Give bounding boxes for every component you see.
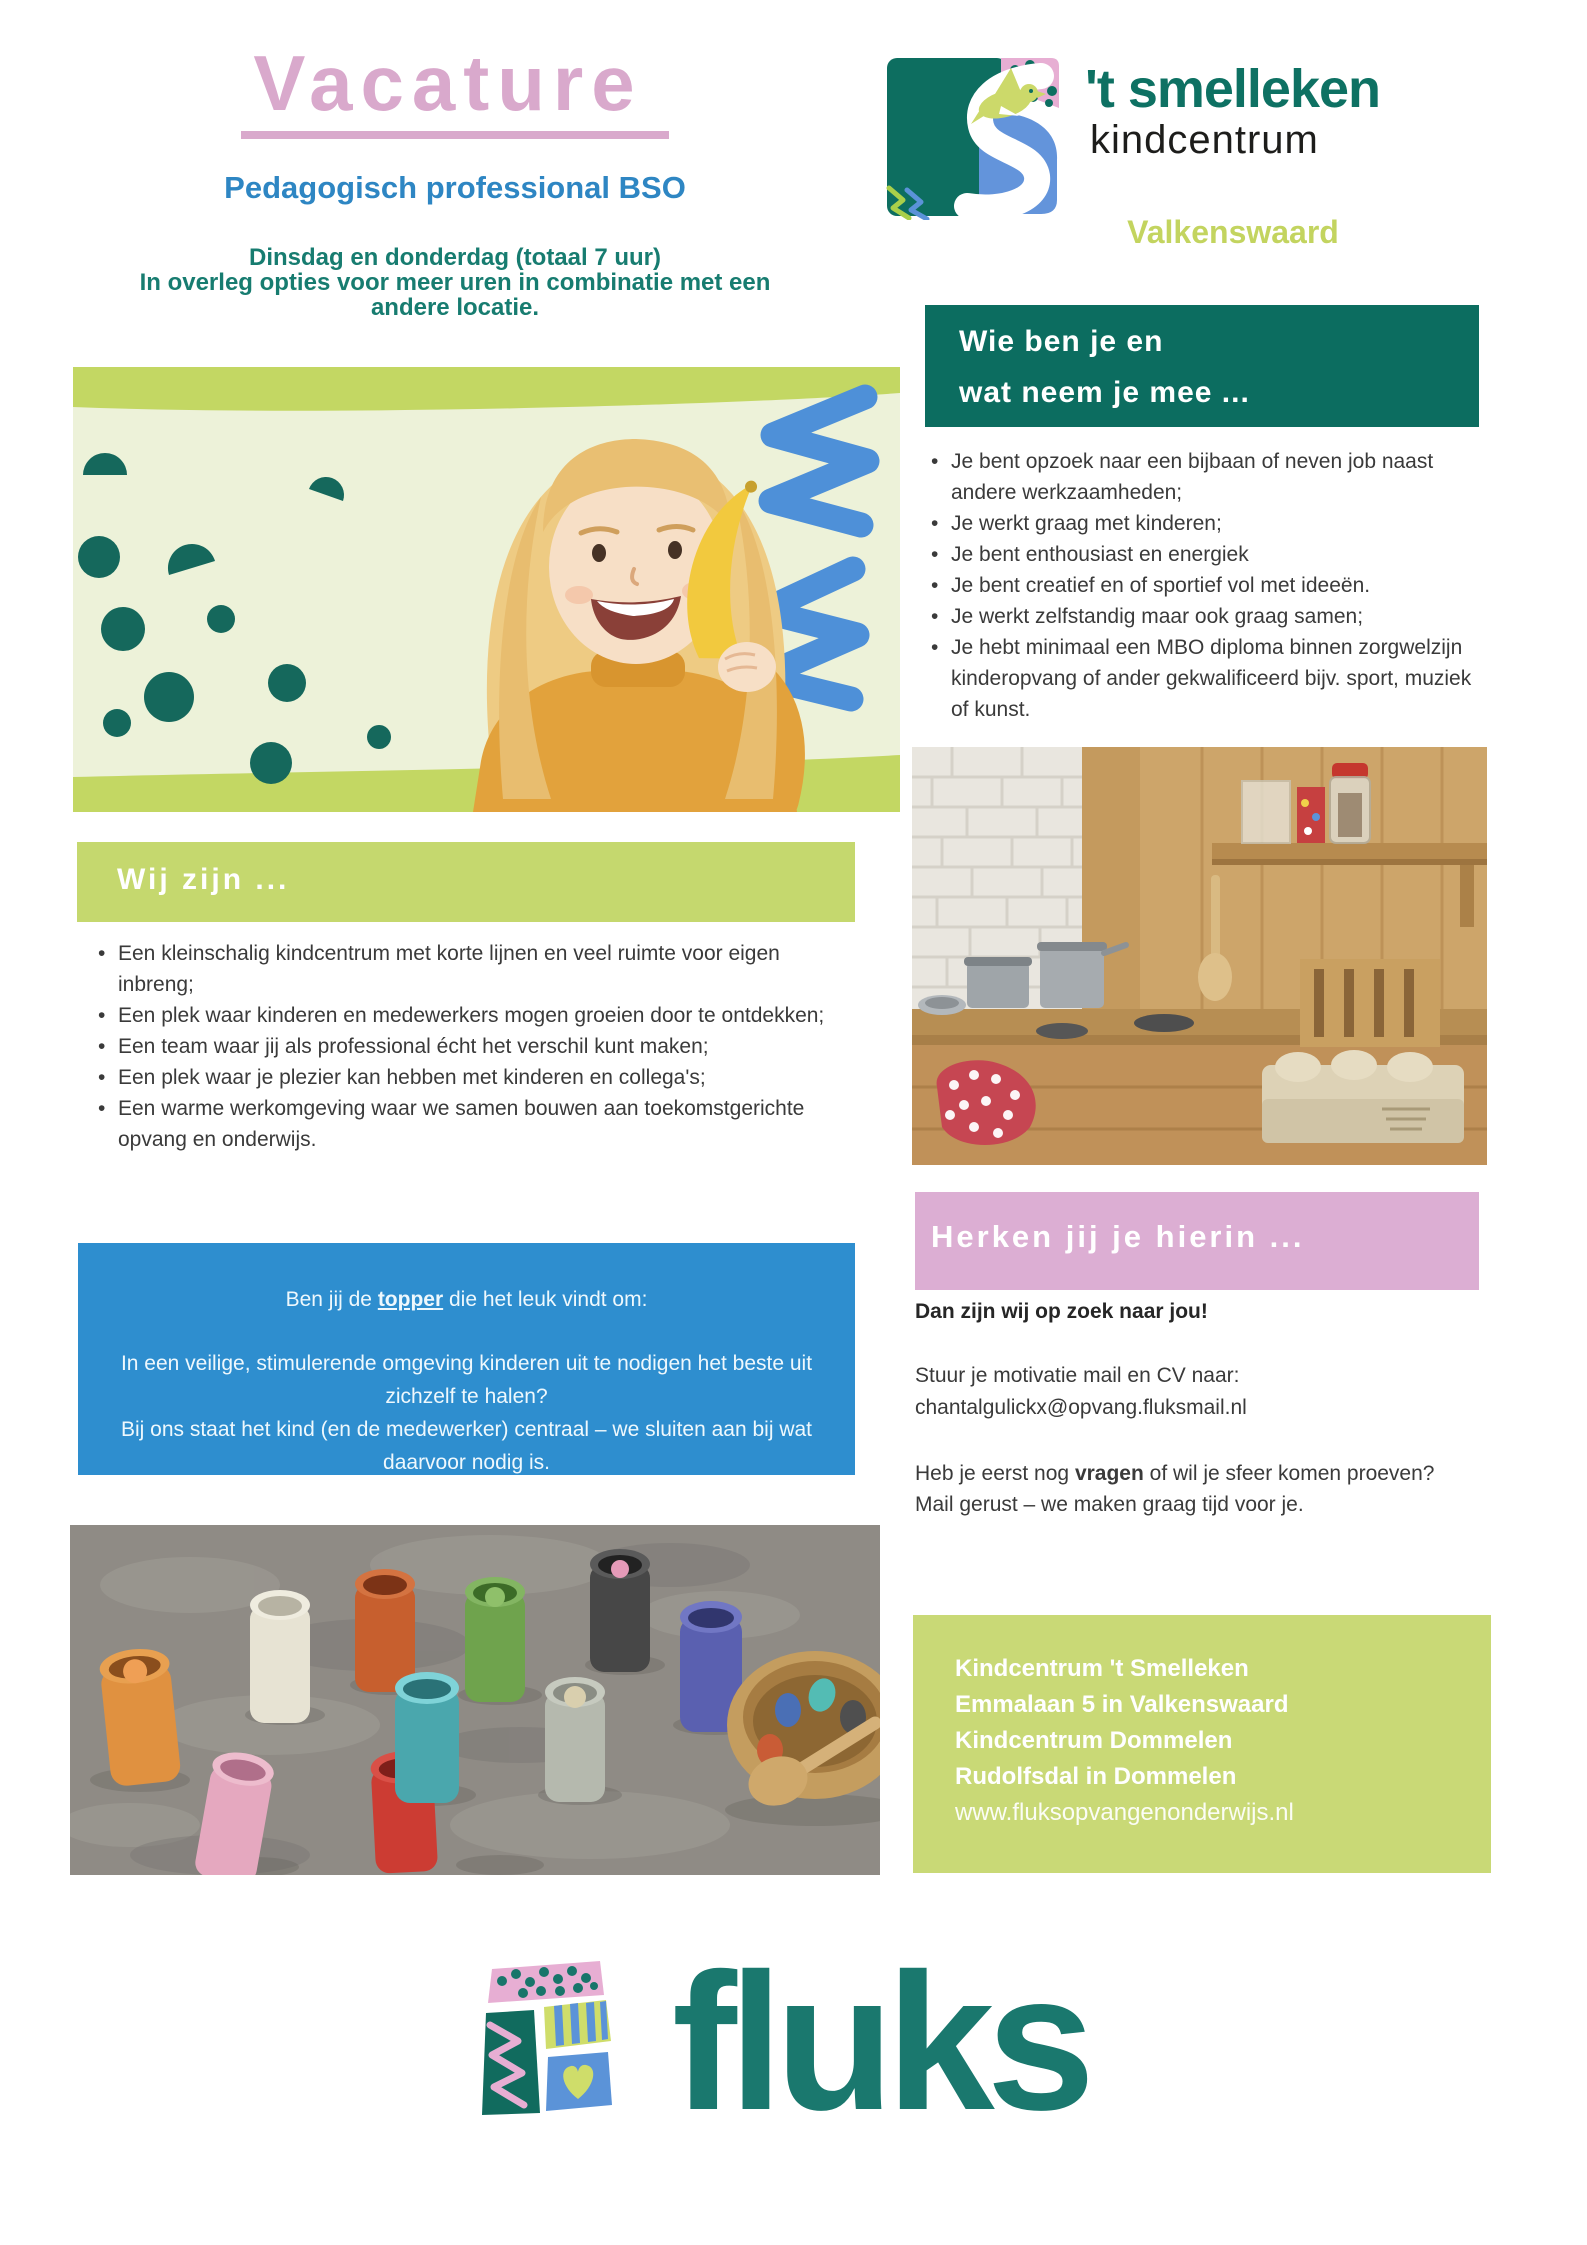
who-box-title-line: Wie ben je en (959, 325, 1164, 358)
vacancy-schedule (20, 245, 890, 320)
girl-banana-phone-photo (73, 367, 900, 812)
list-item: • Je bent creatief en of sportief vol met ideeën. (928, 570, 1488, 601)
brand-name: 't smelleken (1085, 59, 1380, 119)
wooden-bowl (727, 1651, 880, 1813)
we-offer-list (95, 938, 851, 1155)
list-item: • Een kleinschalig kindcentrum met korte lijnen en veel ruimte voor eigen inbreng; (95, 938, 851, 1000)
list-item: • Je bent opzoek naar een bijbaan of neven job naast andere werkzaamheden; (928, 446, 1488, 508)
location-line: Kindcentrum 't Smelleken (955, 1655, 1249, 1682)
list-item: • Je werkt zelfstandig maar ook graag samen; (928, 601, 1488, 632)
questions-emphasis: vragen (1074, 1462, 1144, 1485)
apply-headline: Dan zijn wij op zoek naar jou! (915, 1300, 1208, 1323)
questions-prefix: Heb je eerst nog (915, 1462, 1075, 1485)
topper-intro-emphasis: topper (377, 1288, 444, 1311)
website-url: www.fluksopvangenonderwijs.nl (955, 1799, 1294, 1826)
brand-type: kindcentrum (1090, 118, 1319, 162)
list-item: • Een warme werkomgeving waar we samen bouwen aan toekomstgerichte opvang en onderwijs. (95, 1093, 851, 1155)
fluks-logo-icon (478, 1955, 623, 2120)
list-item: • Een team waar jij als professional écht het verschil kunt maken; (95, 1031, 851, 1062)
topper-body: Bij ons staat het kind (en de medewerker) centraal – we sluiten aan bij wat daarvoor nodig is. (120, 1418, 813, 1474)
wooden-cups-photo (70, 1525, 880, 1875)
who-requirements-list (928, 446, 1488, 725)
schedule-line: andere locatie. (370, 294, 540, 321)
apply-instructions (915, 1360, 1475, 1424)
vacancy-role: Pedagogisch professional BSO (224, 170, 686, 205)
recognize-box (915, 1192, 1479, 1290)
topper-intro-prefix: Ben jij de (285, 1288, 378, 1311)
recognize-box-title: Herken jij je hierin ... (931, 1219, 1305, 1254)
cup-teal (395, 1672, 459, 1803)
list-item: • Je hebt minimaal een MBO diploma binnen zorgwelzijn kinderopvang of ander gekwalificeerd bijv. sport, muziek of kunst. (928, 632, 1488, 725)
schedule-line: In overleg opties voor meer uren in combinatie met een (139, 269, 771, 296)
cup-rust (355, 1569, 415, 1692)
page-title (40, 40, 870, 139)
topper-body: In een veilige, stimulerende omgeving kinderen uit te nodigen het beste uit zichzelf te halen? (120, 1352, 813, 1408)
apply-send-line: Stuur je motivatie mail en CV naar: (915, 1364, 1240, 1387)
cup-gray (545, 1677, 605, 1802)
smelleken-logo-icon (883, 50, 1061, 220)
who-are-you-box (925, 305, 1479, 427)
list-item: • Je bent enthousiast en energiek (928, 539, 1488, 570)
we-box-title: Wij zijn ... (117, 863, 290, 896)
topper-intro-suffix: die het leuk vindt om: (443, 1288, 648, 1311)
location-line: Emmalaan 5 in Valkenswaard (955, 1691, 1289, 1718)
cup-black (590, 1549, 650, 1672)
list-item: • Een plek waar kinderen en medewerkers mogen groeien door te ontdekken; (95, 1000, 851, 1031)
we-are-box (77, 842, 855, 922)
cup-cream (250, 1590, 310, 1723)
schedule-line: Dinsdag en donderdag (totaal 7 uur) (248, 244, 662, 271)
list-item: • Je werkt graag met kinderen; (928, 508, 1488, 539)
apply-email: chantalgulickx@opvang.fluksmail.nl (915, 1396, 1247, 1419)
locations-box (913, 1615, 1491, 1873)
location-line: Kindcentrum Dommelen (955, 1727, 1233, 1754)
apply-questions (915, 1458, 1467, 1520)
who-box-title-line: wat neem je mee ... (959, 376, 1250, 409)
play-kitchen-photo (912, 747, 1487, 1165)
location-line: Rudolfsdal in Dommelen (955, 1763, 1237, 1790)
topper-intro (112, 1283, 821, 1316)
topper-box (78, 1243, 855, 1475)
questions-suffix: of wil je sfeer komen proeven? Mail gerust – we maken graag tijd voor je. (915, 1462, 1435, 1516)
fluks-wordmark: fluks (672, 1933, 1088, 2151)
brand-location: Valkenswaard (1127, 214, 1339, 250)
cup-green (465, 1577, 525, 1702)
page-title-text: Vacature (241, 40, 668, 139)
list-item: • Een plek waar je plezier kan hebben met kinderen en collega's; (95, 1062, 851, 1093)
